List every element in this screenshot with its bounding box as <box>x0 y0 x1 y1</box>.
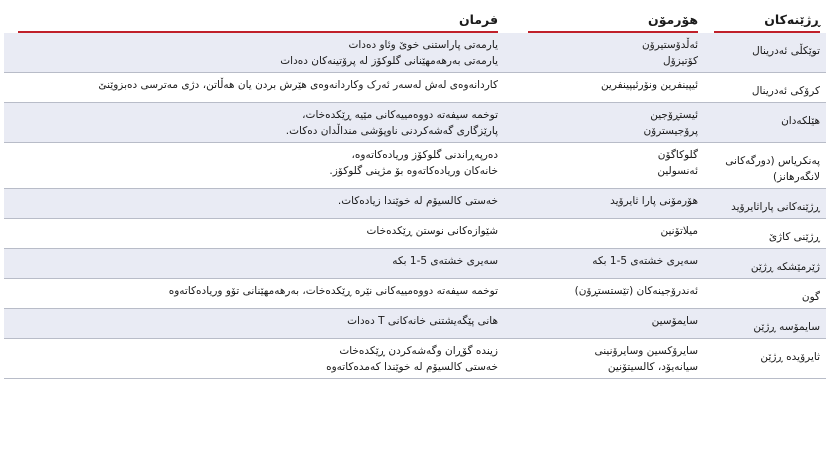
gland-name: کرۆکی ئەدرینال <box>751 85 820 97</box>
gland-name: ثایرۆیدە ڕژێن <box>760 351 820 363</box>
table-row <box>4 309 826 339</box>
cell-gland <box>704 143 826 189</box>
table-row <box>4 33 826 73</box>
function-line: کاردانەوەی لەش لەسەر ئەرک وکاردانەوەی هێرش بردن یان هەڵاتن، دژی مەترسی دەبزوێنێ <box>98 79 498 91</box>
function-line: توخمە سیفەتە دووەمییەکانی نێرە ڕێکدەخات، بەرهەمهێنانی تۆو وریادەکاتەوە <box>168 285 498 297</box>
hormone-line: سایرۆکسین وسایرۆنینی <box>594 345 698 357</box>
function-line: خەستی کالسیۆم لە خوێندا زیادەکات. <box>337 195 498 207</box>
hormone-line: سایمۆسین <box>651 315 698 327</box>
cell-hormone <box>504 309 704 339</box>
hormone-line: گلوکاگۆن <box>657 149 698 161</box>
gland-name: گون <box>801 291 820 303</box>
gland-name: توێکڵی ئەدرینال <box>752 45 820 57</box>
table-row <box>4 103 826 143</box>
hormone-line: ئیپینفرین ونۆرئیپینفرین <box>600 79 698 91</box>
cell-function <box>4 143 504 189</box>
cell-function <box>4 103 504 143</box>
cell-function <box>4 33 504 73</box>
gland-name: ژێرمێشکە ڕژێن <box>750 261 820 273</box>
table-row <box>4 219 826 249</box>
cell-function <box>4 189 504 219</box>
cell-gland <box>704 279 826 309</box>
gland-name: پەنکریاس (دورگەکانی لانگەرهانز) <box>725 155 820 183</box>
cell-hormone <box>504 33 704 73</box>
table-body <box>4 33 826 379</box>
hormone-line: پرۆجیسترۆن <box>643 125 698 137</box>
table-row <box>4 73 826 103</box>
cell-function <box>4 279 504 309</box>
table-row <box>4 339 826 379</box>
hormone-line: سیانەیۆد، کالسیتۆنین <box>607 361 698 373</box>
hormone-line: ئەڵدۆستیرۆن <box>641 39 698 51</box>
hormone-line: میلاتۆنین <box>660 225 698 237</box>
function-line: زیندە گۆڕان وگەشەکردن ڕێکدەخات <box>339 345 498 357</box>
hormone-line: ئیستڕۆجین <box>650 109 698 121</box>
gland-name: هێلکەدان <box>781 115 820 127</box>
cell-gland <box>704 339 826 379</box>
hormone-line: هۆرمۆنی پارا ثایرۆید <box>610 195 698 207</box>
cell-hormone <box>504 249 704 279</box>
function-line: یارمەتی بەرهەمهێنانی گلوکۆز لە پرۆتینەکان دەدات <box>280 55 498 67</box>
function-line: پارێزگاری گەشەکردنی ناوپۆشی منداڵدان دەکات. <box>285 125 498 137</box>
gland-name: ڕژێنەکانی پاراثایرۆید <box>731 201 820 213</box>
function-line: یارمەتی پاراستنی خوێ وئاو دەدات <box>348 39 498 51</box>
cell-hormone <box>504 189 704 219</box>
gland-name: سایمۆسە ڕژێن <box>753 321 820 333</box>
cell-gland <box>704 73 826 103</box>
header-gland: ڕژێنەکان <box>704 0 826 31</box>
cell-hormone <box>504 279 704 309</box>
cell-hormone <box>504 219 704 249</box>
function-line: دەرپەڕاندنی گلوکۆز وریادەکاتەوە، <box>351 149 498 161</box>
cell-function <box>4 249 504 279</box>
gland-name: ڕژێنی کاژێ <box>768 231 820 243</box>
function-line: خانەکان وریادەکاتەوە بۆ مژینی گلوکۆز. <box>329 165 498 177</box>
function-line: شێوازەکانی نوستن ڕێکدەخات <box>366 225 498 237</box>
table-row <box>4 143 826 189</box>
cell-hormone <box>504 73 704 103</box>
function-line: سەیری خشتەی 5-1 بکە <box>392 255 498 267</box>
hormone-line: ئەنسولین <box>657 165 698 177</box>
cell-function <box>4 73 504 103</box>
function-line: توخمە سیفەتە دووەمییەکانی مێیە ڕێکدەخات، <box>302 109 498 121</box>
cell-hormone <box>504 143 704 189</box>
header-function: فرمان <box>4 0 504 31</box>
endocrine-table <box>4 0 826 379</box>
cell-gland <box>704 33 826 73</box>
cell-function <box>4 339 504 379</box>
hormone-line: کۆتیزۆل <box>662 55 698 67</box>
function-line: هانی پێگەیشتنی خانەکانی T دەدات <box>347 315 498 327</box>
cell-gland <box>704 249 826 279</box>
cell-hormone <box>504 103 704 143</box>
cell-function <box>4 219 504 249</box>
table-row <box>4 279 826 309</box>
table-row <box>4 189 826 219</box>
hormone-line: ئەندرۆجینەکان (تێستستڕۆن) <box>574 285 698 297</box>
cell-gland <box>704 189 826 219</box>
function-line: خەستی کالسیۆم لە خوێندا کەمدەکاتەوە <box>326 361 498 373</box>
table-header-row <box>4 0 826 31</box>
hormone-line: سەیری خشتەی 5-1 بکە <box>592 255 698 267</box>
cell-gland <box>704 103 826 143</box>
cell-gland <box>704 219 826 249</box>
cell-gland <box>704 309 826 339</box>
cell-function <box>4 309 504 339</box>
table-row <box>4 249 826 279</box>
header-hormone: هۆرمۆن <box>504 0 704 31</box>
cell-hormone <box>504 339 704 379</box>
